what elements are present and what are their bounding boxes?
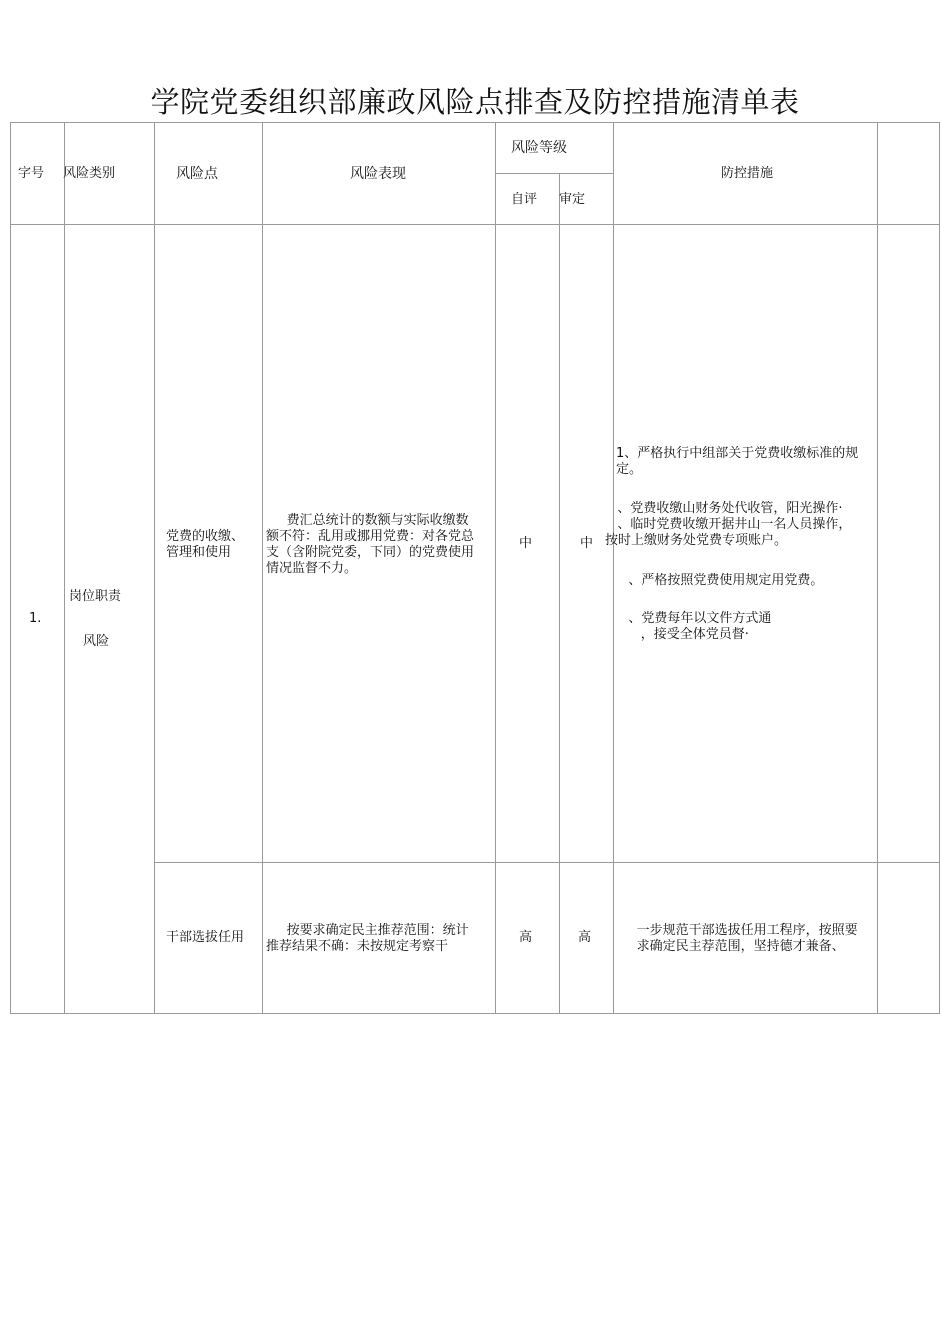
header-bottom-border bbox=[10, 224, 940, 225]
col-divider-seq bbox=[64, 122, 65, 1014]
table-border-bottom bbox=[10, 1013, 940, 1014]
col-divider-self-eval bbox=[559, 173, 560, 1014]
row2-risk-point: 干部选拔任用 bbox=[166, 930, 245, 945]
row1-seq: 1. bbox=[29, 611, 42, 626]
header-measures: 防控措施 bbox=[721, 166, 774, 181]
row1-risk-point: 党费的收缴、 管理和使用 bbox=[166, 529, 245, 560]
col-divider-manifestation bbox=[495, 122, 496, 1014]
col-divider-level bbox=[613, 122, 614, 1014]
header-category: 风险类别 bbox=[63, 166, 116, 181]
row-divider bbox=[154, 862, 940, 863]
header-self-eval: 自评 bbox=[511, 192, 538, 207]
row1-measure-2: 、党费收缴山财务处代收管，阳光操作· 、临时党费收缴开据井山一名人员操作， 按时上缴财务处党费专项账户。 bbox=[605, 501, 852, 548]
row1-measure-1: 1、严格执行中组部关于党费收缴标准的规 定。 bbox=[616, 446, 859, 477]
row2-manifestation: 按要求确定民主推荐范围：统计 推荐结果不确：未按规定考察干 bbox=[266, 923, 469, 954]
row1-self-eval: 中 bbox=[519, 536, 533, 551]
level-divider bbox=[495, 173, 614, 174]
header-approved: 审定 bbox=[559, 192, 586, 207]
header-point: 风险点 bbox=[176, 166, 218, 182]
row1-category-line2: 风险 bbox=[83, 634, 110, 649]
table-border-top bbox=[10, 122, 940, 123]
header-seq: 字号 bbox=[18, 166, 45, 181]
table-border-right bbox=[939, 122, 940, 1014]
col-divider-category bbox=[154, 122, 155, 1014]
row2-measures: 一步规范干部选拔任用工程序，按照要 求确定民主荐范围，坚持德才兼备、 bbox=[636, 923, 858, 954]
row1-manifestation: 费汇总统计的数额与实际收缴数 额不符：乱用或挪用党费：对各党总 支（含附院党委，下同）的党费使用 情况监督不力。 bbox=[266, 513, 475, 576]
row1-measure-4: 、党费每年以文件方式通 ，接受全体党员督· bbox=[628, 611, 772, 642]
col-divider-measures bbox=[877, 122, 878, 1014]
row2-approved: 高 bbox=[578, 930, 592, 945]
header-level: 风险等级 bbox=[511, 140, 567, 156]
row2-self-eval: 高 bbox=[519, 930, 533, 945]
page-title: 学院党委组织部廉政风险点排查及防控措施清单表 bbox=[150, 85, 800, 119]
row1-category-line1: 岗位职责 bbox=[69, 589, 122, 604]
header-manifestation: 风险表现 bbox=[350, 166, 406, 182]
col-divider-point bbox=[262, 122, 263, 1014]
row1-measure-3: 、严格按照党费使用规定用党费。 bbox=[616, 573, 824, 588]
table-border-left bbox=[10, 122, 11, 1014]
row1-approved: 中 bbox=[580, 536, 594, 551]
